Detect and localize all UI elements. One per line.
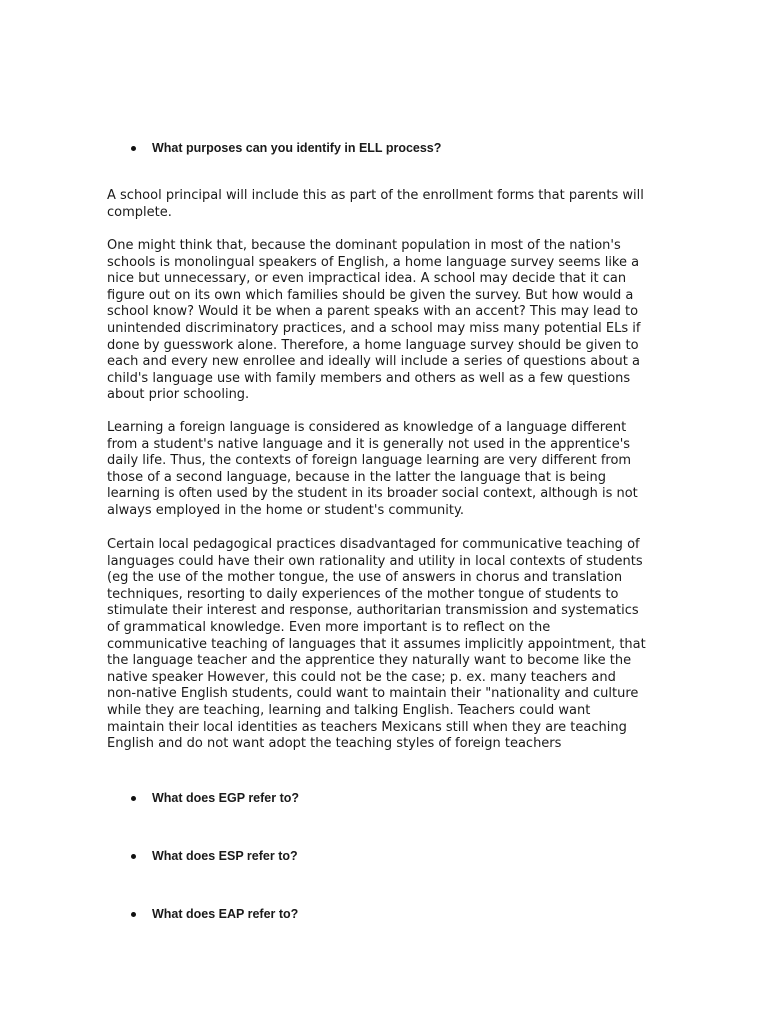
question-text: What does ESP refer to? [152,849,298,863]
question-item-ell-purposes [131,141,441,155]
paragraph-pedagogical-practices [107,537,667,753]
question-text: What does EAP refer to? [152,907,299,921]
text-line: English and do not want adopt the teaching styles of foreign teachers [107,736,562,752]
text-line: maintain their local identities as teachers Mexicans still when they are teaching [107,719,627,735]
text-line: A school principal will include this as part of the enrollment forms that parents will [107,188,644,203]
text-line: about prior schooling. [107,387,250,403]
text-line: languages could have their own rationality and utility in local contexts of students [107,553,643,569]
question-text: What purposes can you identify in ELL process? [152,141,442,155]
text-line: each and every new enrollee and ideally will include a series of questions about a [107,354,640,370]
text-line: unintended discriminatory practices, and a school may miss many potential ELs if [107,320,641,336]
question-text: What does EGP refer to? [152,791,300,805]
bullet-icon [131,796,136,801]
bullet-icon [131,146,136,151]
text-line: of grammatical knowledge. Even more important is to reflect on the [107,619,551,635]
text-line: figure out on its own which families should be given the survey. But how would a [107,287,634,303]
question-item-eap [131,907,298,921]
text-line: Learning a foreign language is considered as knowledge of a language different [107,420,627,435]
text-line: school know? Would it be when a parent speaks with an accent? This may lead to [107,304,639,320]
text-line: the language teacher and the apprentice they naturally want to become like the [107,653,632,669]
text-line: One might think that, because the dominant population in most of the nation's [107,238,621,253]
text-line: from a student's native language and it is generally not used in the apprentice's [107,436,631,452]
paragraph-enrollment [107,188,667,221]
bullet-icon [131,912,136,917]
text-line: learning is often used by the student in its broader social context, although is not [107,486,638,502]
text-line: communicative teaching of languages that it assumes implicitly appointment, that [107,636,646,652]
text-line: complete. [107,204,172,220]
text-line: done by guesswork alone. Therefore, a home language survey should be given to [107,337,639,353]
question-item-egp [131,791,299,805]
text-line: Certain local pedagogical practices disadvantaged for communicative teaching of [107,537,640,552]
question-item-esp [131,849,298,863]
text-line: daily life. Thus, the contexts of foreign language learning are very different from [107,453,632,469]
paragraph-foreign-language [107,420,667,520]
text-line: nice but unnecessary, or even impractical idea. A school may decide that it can [107,271,627,287]
bullet-icon [131,854,136,859]
text-line: schools is monolingual speakers of English, a home language survey seems like a [107,254,640,270]
text-line: non-native English students, could want to maintain their "nationality and culture [107,686,639,702]
text-line: child's language use with family members and others as well as a few questions [107,370,631,386]
text-line: (eg the use of the mother tongue, the use of answers in chorus and translation [107,570,623,586]
text-line: those of a second language, because in the latter the language that is being [107,469,606,485]
text-line: techniques, resorting to daily experiences of the mother tongue of students to [107,586,619,602]
text-line: stimulate their interest and response, authoritarian transmission and systematics [107,603,639,619]
text-line: while they are teaching, learning and talking English. Teachers could want [107,702,591,718]
text-line: native speaker However, this could not be the case; p. ex. many teachers and [107,669,616,685]
paragraph-home-language-survey [107,238,667,404]
text-line: always employed in the home or student's community. [107,502,464,518]
